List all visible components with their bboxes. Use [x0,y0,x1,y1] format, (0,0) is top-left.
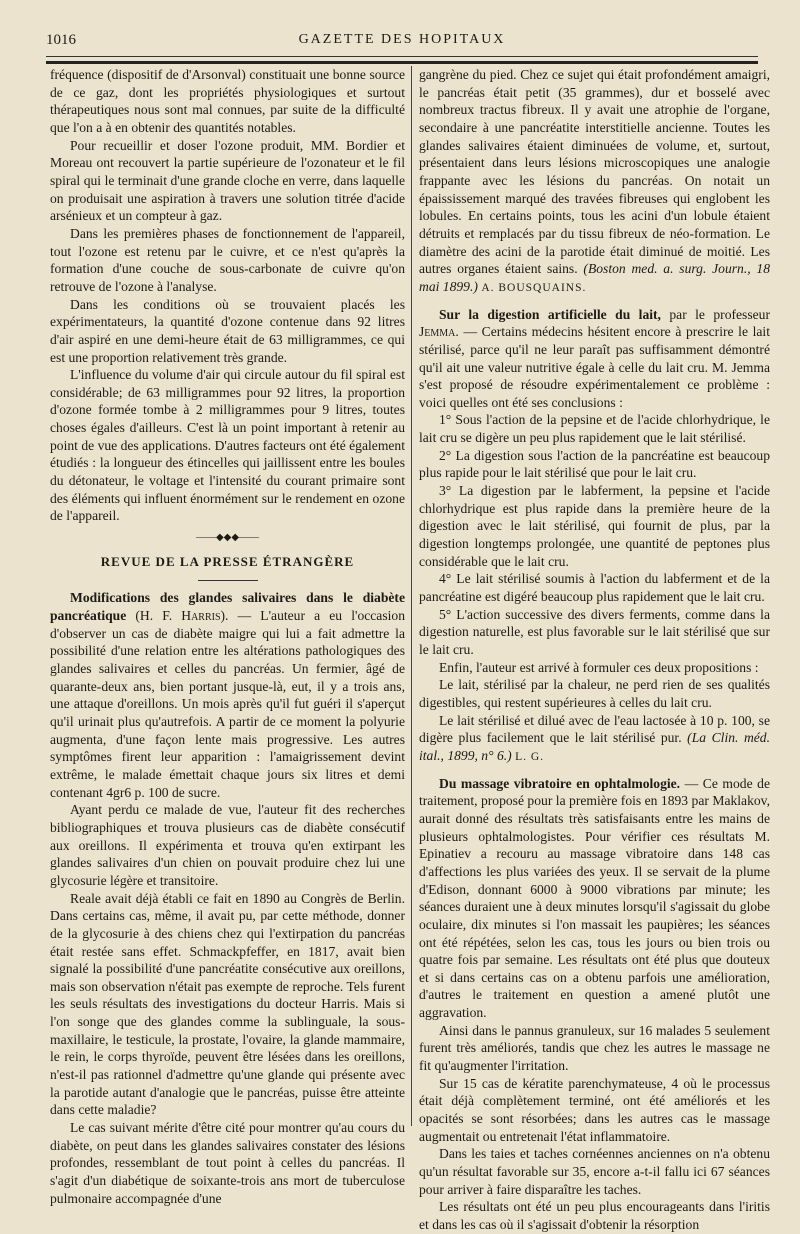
header-rule-thin [46,56,758,57]
section-ornament: ——◆◆◆—— [195,532,260,544]
article-author: (H. F. Harris). [135,608,229,624]
article-text: — Certains médecins hésitent encore à prescrire le lait stérilisé, parce qu'il ne leur paraît pas suffisamment démontré qu'il ait une valeur nutritive égale à celle du lait cru. M. Jemma s'est proposé de résoudre expérimentalement ce problème : voici quelles ont été ses conclusions : [419,324,770,410]
article-author: Jemma. [419,324,459,340]
right-column [419,66,770,1234]
paragraph [419,712,770,767]
conclusion-item: 2° La digestion sous l'action de la pancréatine est beaucoup plus rapide pour le lait stérilisé que pour le lait cru. [419,447,770,481]
article-paragraph [419,775,770,1022]
article-text: Le lait stérilisé et dilué avec de l'eau lactosée à 10 p. 100, se digère plus facilement que le lait stérilisé pur. [419,712,770,746]
paragraph: L'influence du volume d'air qui circule autour du fil spiral est considérable; de 63 milligrammes pour 92 litres, la proportion d'ozone formée tombe à 2 milligrammes pour 9 litres, toutes choses égales d'ailleurs. C'est là un point important à retenir au point de vue des applications. D'autres facteurs ont été également étudiés : la longueur des étincelles qui jaillissent entre les boules du détonateur, le voltage et l'intensité du courant primaire sont des éléments qui influent énormément sur le rendement en ozone de l'appareil. [50,367,406,524]
conclusion-item: 3° La digestion par le labferment, la pepsine et l'acide chlorhydrique est plus rapide dans la première heure de la digestion avec le lait stérilisé, qui fournit de plus, par la digestion longtemps prolongée, une quantité de peptones plus considérable que le lait cru. [419,483,770,569]
paragraph: Dans les taies et taches cornéennes anciennes on n'a obtenu qu'un résultat favorable sur 35, encore a-t-il fallu ici 67 séances pour arriver à faire disparaître les taches. [419,1146,770,1197]
article-text: — Ce mode de traitement, proposé pour la première fois en 1893 par Maklakov, aurait donné des résultats très satisfaisants entre les mains de plusieurs ophtalmologistes. Pour vérifier ces résultats M. Epinatiev a recouru au massage vibratoire dans 148 cas d'affections les plus variées des yeux. Il se servait de la plume d'Edison, donnant 6000 à 9000 vibrations par minute; les séances duraient une à deux minutes lorsqu'il s'agissait du globe oculaire, dix minutes si l'on massait les paupières; les séances ont été répétées, selon les cas, tous les jours ou bien trois ou quatre fois par semaine. Les résultats ont été plus que douteux et si dans certains cas on a obtenu parfois une amélioration, d'autres le traitement en question a amené plutôt une aggravation. [419,775,771,1021]
conclusion-item: 5° L'action successive des divers ferments, comme dans la digestion naturelle, est plus favorable sur le lait stérilisé que sur le lait cru. [419,606,770,657]
paragraph: Enfin, l'auteur est arrivé à formuler ces deux propositions : [439,659,759,675]
author-lead: par le professeur [669,306,770,322]
article-paragraph [419,66,770,298]
source-citation: (Boston med. a. surg. Journ., 18 mai 1899.) [419,261,770,294]
paragraph: Dans les conditions où se trouvaient placés les expérimentateurs, la quantité d'ozone contenue dans 92 litres d'air aspiré en une demi-heure était de 63 milligrammes, ce qui est une proportion relativement très grande. [50,296,405,365]
paragraph: Ainsi dans le pannus granuleux, sur 16 malades 5 seulement furent très améliorés, tandis que chez les autres le massage ne fit qu'augmenter l'irritation. [419,1022,770,1074]
left-column [50,66,405,1207]
paragraph: Sur 15 cas de kératite parenchymateuse, 4 où le processus était déjà complètement terminé, ont été améliorés et les opacités se sont résorbées; dans les autres cas le massage augmentait ou entretenait l'état inflammatoire. [419,1075,770,1144]
paragraph: Les résultats ont été un peu plus encourageants dans l'iritis et dans les cas où il s'agissait d'obtenir la résorption [419,1199,770,1232]
signature: A. BOUSQUAINS. [481,281,587,294]
article-title: Modifications des glandes salivaires dans le diabète pancréatique [50,590,405,624]
paragraph: Dans les premières phases de fonctionnement de l'appareil, tout l'ozone est retenu par le cuivre, et ce n'est qu'après la formation d'une couche de sous-carbonate de cuivre qu'on retrouve de l'ozone à l'analyse. [50,225,405,294]
article-title: Du massage vibratoire en ophtalmologie. [439,775,681,791]
conclusion-item: 4° Le lait stérilisé soumis à l'action du labferment et de la pancréatine est digéré beaucoup plus rapidement que le lait cru. [419,571,770,605]
article-title: Sur la digestion artificielle du lait, [439,306,661,322]
conclusion-item: 1° Sous l'action de la pepsine et de l'acide chlorhydrique, le lait cru se digère un peu plus rapidement que le lait stérilisé. [419,412,770,446]
page-number: 1016 [46,32,76,48]
paragraph: Pour recueillir et doser l'ozone produit, MM. Bordier et Moreau ont recouvert la partie supérieure de l'ozonateur et le fil spiral qui le terminait d'une grande cloche en verre, dans laquelle on produisait une aspiration à travers une solution titrée d'acide arsénieux et un compteur à gaz. [50,137,405,224]
paragraph: Ayant perdu ce malade de vue, l'auteur fit des recherches bibliographiques et trouva plusieurs cas de diabète consécutif aux oreillons. Il expérimenta et trouva qu'en extirpant les glandes salivaires d'un chien on pouvait produire chez lui une glycosurie légère et transitoire. [50,802,405,888]
paragraph: fréquence (dispositif de d'Arsonval) constituait une bonne source de ce gaz, dont les propriétés physiologiques et surtout thérapeutiques nous sont mal connues, par suite de la difficulté que l'on a à en obtenir des quantités notables. [50,67,405,135]
article-paragraph [50,589,405,801]
signature: L. G. [515,750,545,763]
column-divider [411,66,412,1126]
header-rule-thick [46,61,758,64]
paragraph: Reale avait déjà établi ce fait en 1890 au Congrès de Berlin. Dans certains cas, même, il avait pu, par cette méthode, donner de la glycosurie à des chiens chez qui l'extirpation du pancréas était restée sans effet. Schmackpfeffer, en 1817, avait bien signalé la possibilité d'une pancréatite consécutive aux oreillons, mais son observation n'était pas exempte de reproche. Tels furent les seuls résultats des investigations du docteur Harris. Mais si l'on songe que des glandes comme la sublinguale, la sous-maxillaire, le testicule, la prostate, l'ovaire, la glande mammaire, le rein, le corps thyroïde, peuvent être lésées dans les oreillons, n'est-il pas rationnel d'admettre qu'une glande qui présente avec la parotide autant d'analogie que le pancréas, puisse être atteinte dans cette maladie? [50,890,405,1118]
journal-title: GAZETTE DES HOPITAUX [298,32,506,47]
page-header [46,30,758,54]
paragraph: Le cas suivant mérite d'être cité pour montrer qu'au cours du diabète, on peut dans les glandes salivaires constater des lésions profondes, ressemblant de tout point à celles du pancréas. Il s'agit d'un diabétique de soixante-trois ans mort de tuberculose pulmonaire accompagnée d'une [50,1120,405,1206]
article-text: — L'auteur a eu l'occasion d'observer un cas de diabète maigre qui lui a fait admettre la possibilité d'une relation entre les altérations pathologiques des glandes salivaires et celles du pancréas. Un fermier, âgé de quarante-deux ans, bien portant jusque-là, eut, il y a trois ans, une attaque d'oreillons. Un mois après qu'il fut guéri il s'aperçut qu'il urinait plus qu'autrefois. A partir de ce moment la polyurie augmenta, d'une façon lente mais progressive. Les autres symptômes firent leur apparition : l'amaigrissement devint extrême, le malade émettait chaque jours six litres et demi contenant 4gr6 p. 100 de sucre. [50,608,405,800]
paragraph: Le lait, stérilisé par la chaleur, ne perd rien de ses qualités digestibles, qui restent supérieures à celles du lait cru. [419,677,770,710]
section-heading: REVUE DE LA PRESSE ÉTRANGÈRE [100,553,355,569]
source-citation: (La Clin. méd. ital., 1899, n° 6.) [419,730,770,763]
article-paragraph [419,306,770,412]
article-text: gangrène du pied. Chez ce sujet qui était profondément amaigri, le pancréas était petit (35 grammes), dur et bosselé avec nombreux tractus fibreux. Il y avait une atrophie de l'organe, secondaire à une pancréatite interstitielle ancienne. Toutes les glandes salivaires étaient diminuées de volume, et, surtout, présentaient dans leurs lésions microscopiques une analogie frappante avec les lésions du pancréas. On notait un épaississement marqué des travées fibreuses qui englobent les lobules. En certains points, tous les acini d'un lobule étaient détruits et remplacés par du tissu fibreux de néo-formation. Le diamètre des acini de la parotide était diminué de moitié. Les autres organes étaient sains. [419,67,770,277]
